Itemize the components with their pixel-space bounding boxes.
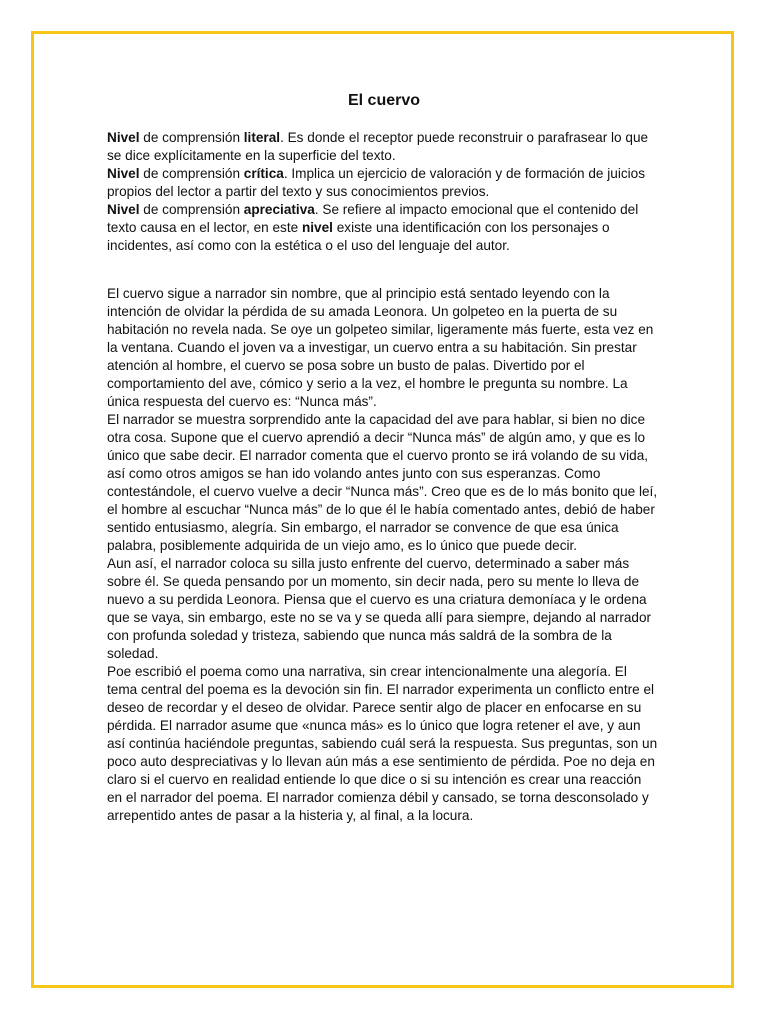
paragraph-summary-1: El cuervo sigue a narrador sin nombre, que al principio está sentado leyendo con la intención de olvidar la pérdida de su amada Leonora. Un golpeteo en la puerta de su habitación no revela nada. Se oye un golpeteo similar, ligeramente más fuerte, esta vez en la ventana. Cuando el joven va a investigar, un cuervo entra a su habitación. Sin prestar atención al hombre, el cuervo se posa sobre un busto de palas. Divertido por el comportamiento del ave, cómico y serio a la vez, el hombre le pregunta su nombre. La única respuesta del cuervo es: “Nunca más”. — [107, 286, 654, 409]
definition-critica — [107, 165, 660, 201]
paragraph-summary-3: Aun así, el narrador coloca su silla justo enfrente del cuervo, determinado a saber más sobre él. Se queda pensando por un momento, sin decir nada, pero su mente lo lleva de nuevo a su perdida Leonora. Piensa que el cuervo es una criatura demoníaca y le ordena que se vaya, sin embargo, este no se va y se queda allí para siempre, dejando al narrador con profunda soledad y tristeza, sabiendo que nunca más saldrá de la sombra de la soledad. — [107, 556, 652, 661]
paragraph-summary-2: El narrador se muestra sorprendido ante la capacidad del ave para hablar, si bien no dice otra cosa. Supone que el cuervo aprendió a decir “Nunca más” de algún amo, y que es lo único que sabe decir. El narrador comenta que el cuervo pronto se irá volando de su vida, así como otros amigos se han ido volando antes junto con sus esperanzas. Como contestándole, el cuervo vuelve a decir “Nunca más”. Creo que es de lo más bonito que leí, el hombre al escuchar “Nunca más” de lo que él le había comentado antes, debió de haber sentido entusiasmo, alegría. Sin embargo, el narrador se convence de que esa única palabra, posiblemente adquirida de un viejo amo, es lo único que puede decir. — [107, 412, 658, 553]
definitions-block — [107, 129, 660, 255]
paragraph-analysis: Poe escribió el poema como una narrativa, sin crear intencionalmente una alegoría. El tema central del poema es la devoción sin fin. El narrador experimenta un conflicto entre el deseo de recordar y el deseo de olvidar. Parece sentir algo de placer en enfocarse en su pérdida. El narrador asume que «nunca más» es lo único que logra retener el ave, y aun así continúa haciéndole preguntas, sabiendo cuál será la respuesta. Sus preguntas, son un poco auto despreciativas y lo llevan aún más a ese sentimiento de pérdida. Poe no deja en claro si el cuervo en realidad entiende lo que dice o si su intención es crear una reacción en el narrador del poema. El narrador comienza débil y cansado, se torna desconsolado y arrepentido antes de pasar a la histeria y, al final, a la locura. — [107, 664, 658, 823]
term-apreciativa: apreciativa — [243, 202, 315, 217]
definition-text: existe una identificación con los personajes o incidentes, así como con la estética o el uso del lenguaje del autor. — [107, 220, 610, 253]
term-nivel: Nivel — [107, 202, 140, 217]
term-nivel: Nivel — [107, 130, 140, 145]
term-literal: literal — [243, 130, 281, 145]
document-title: El cuervo — [347, 92, 421, 109]
definition-text: . Es donde el receptor puede reconstruir o parafrasear lo que se dice explícitamente en la superficie del texto. — [107, 130, 649, 163]
definition-text: de comprensión — [139, 166, 244, 181]
term-critica: crítica — [243, 166, 284, 181]
definition-text: de comprensión — [139, 130, 244, 145]
document-body — [107, 129, 660, 825]
term-nivel: Nivel — [107, 166, 140, 181]
section-spacer — [107, 255, 660, 285]
term-nivel: nivel — [301, 220, 333, 235]
definition-text: . Implica un ejercicio de valoración y de formación de juicios propios del lector a partir del texto y sus conocimientos previos. — [107, 166, 646, 199]
definition-text: de comprensión — [139, 202, 244, 217]
definition-literal — [107, 129, 660, 165]
definition-text: . Se refiere al impacto emocional que el contenido del texto causa en el lector, en este — [107, 202, 639, 235]
definition-apreciativa — [107, 201, 660, 255]
